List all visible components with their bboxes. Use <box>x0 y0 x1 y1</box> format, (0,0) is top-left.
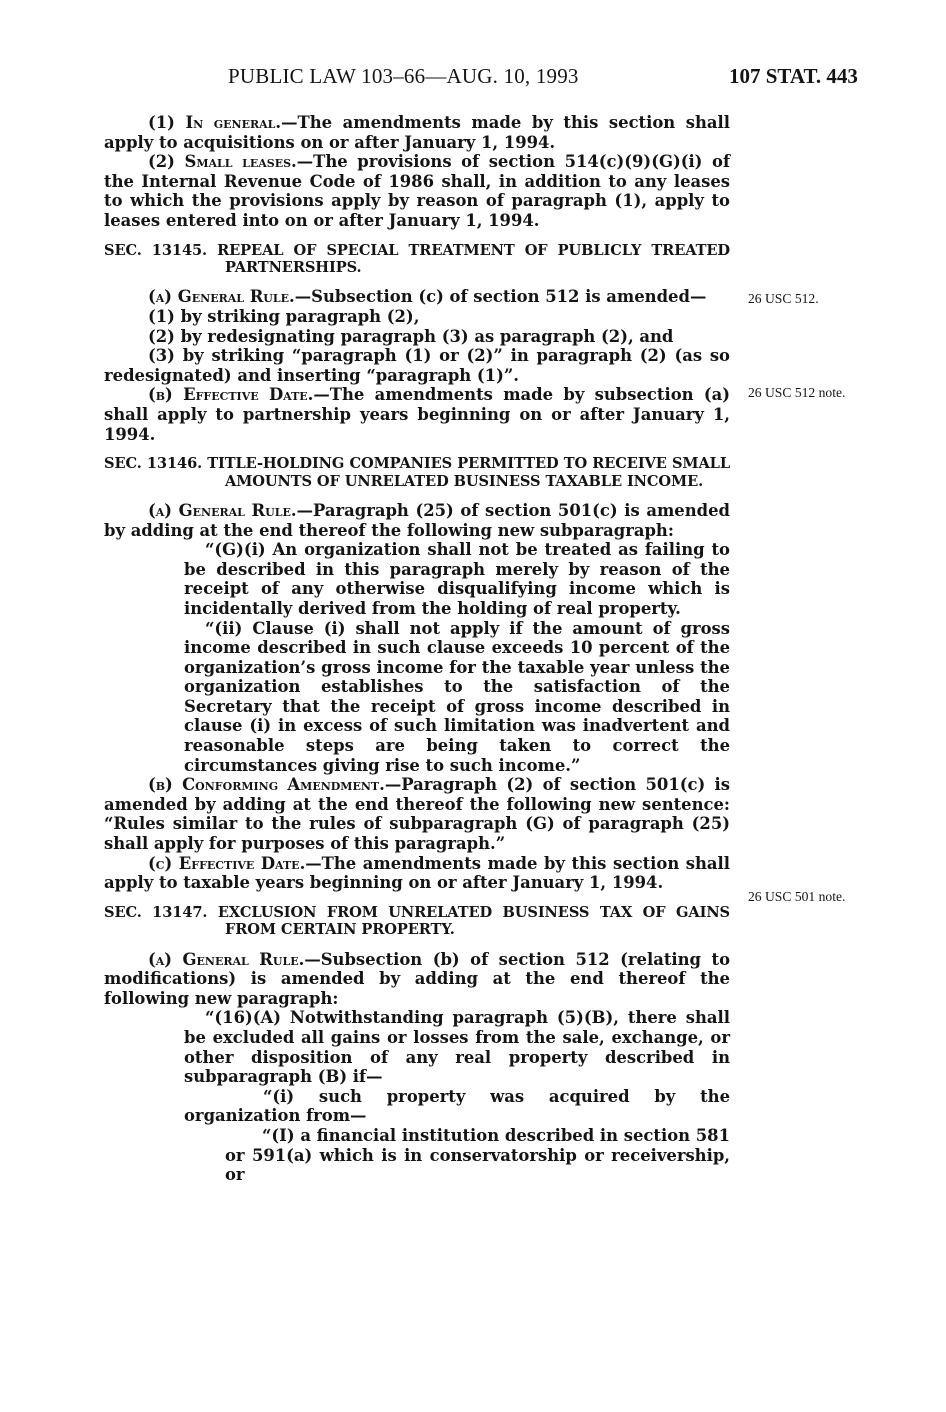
paragraph-in-general <box>104 113 730 152</box>
statute-body <box>104 113 730 1185</box>
item-13145-a-1: (1) by striking paragraph (2), <box>148 306 420 326</box>
subsection-13145-a <box>104 287 730 307</box>
subsection-heading: (a) General Rule. <box>148 500 297 520</box>
section-heading-13145: SEC. 13145. REPEAL OF SPECIAL TREATMENT OF PUBLICLY TREATED PARTNERSHIPS. <box>104 241 730 276</box>
subsection-text: —The amendments made by this section shall apply to taxable years beginning on or after January 1, 1994. <box>104 853 730 893</box>
running-head: PUBLIC LAW 103–66—AUG. 10, 1993 <box>228 64 579 88</box>
subsection-text: —Paragraph (2) of section 501(c) is amended by adding at the end thereof the following new sentence: “Rules similar to the rules of subparagraph (G) of paragraph (25) shall apply for purposes of this paragraph.” <box>104 775 730 854</box>
margin-note-usc-501-note: 26 USC 501 note. <box>748 889 846 904</box>
paragraph-heading: (1) In general. <box>148 113 282 132</box>
subsection-text: —Subsection (c) of section 512 is amended— <box>294 287 707 307</box>
subsection-heading: (a) General Rule. <box>148 287 295 307</box>
quoted-clause-g-i: “(G)(i) An organization shall not be treated as failing to be described in this paragraph merely by reason of the receipt of any otherwise disqualifying income which is incidentally derived from the holding of real property. <box>184 540 730 618</box>
subsection-heading: (c) Effective Date. <box>148 853 306 873</box>
section-heading-13146: SEC. 13146. TITLE-HOLDING COMPANIES PERMITTED TO RECEIVE SMALL AMOUNTS OF UNRELATED BUSINESS TAXABLE INCOME. <box>104 455 730 490</box>
item-13145-a-2: (2) by redesignating paragraph (3) as paragraph (2), and <box>148 326 674 346</box>
quoted-clause-16-a-i: “(i) such property was acquired by the organization from— <box>184 1086 730 1126</box>
paragraph-text: —The amendments made by this section shall apply to acquisitions on or after January 1, 1994. <box>104 113 730 152</box>
margin-note-usc-512-note: 26 USC 512 note. <box>748 385 846 400</box>
margin-note-usc-512: 26 USC 512. <box>748 291 819 306</box>
quoted-subclause-16-a-i-I: “(I) a financial institution described in section 581 or 591(a) which is in conservatorship or receivership, or <box>225 1125 730 1185</box>
paragraph-text: —The provisions of section 514(c)(9)(G)(i) of the Internal Revenue Code of 1986 shall, in addition to any leases to which the provisions apply by reason of paragraph (1), apply to leases entered into on or after January 1, 1994. <box>104 152 730 230</box>
paragraph-small-leases <box>104 152 730 230</box>
item-13145-a-3: (3) by striking “paragraph (1) or (2)” in paragraph (2) (as so redesignated) and inserting “paragraph (1)”. <box>104 346 730 385</box>
subsection-text: —Paragraph (25) of section 501(c) is amended by adding at the end thereof the following new subparagraph: <box>104 500 730 540</box>
subsection-text: —Subsection (b) of section 512 (relating to modifications) is amended by adding at the end thereof the following new paragraph: <box>104 949 731 1008</box>
subsection-13146-c <box>104 854 730 893</box>
subsection-heading: (a) General Rule. <box>148 949 305 969</box>
subsection-13147-a <box>104 950 730 1009</box>
quoted-clause-g-ii: “(ii) Clause (i) shall not apply if the amount of gross income described in such clause exceeds 10 percent of the organization’s gross income for the taxable year unless the organization establishes to the satisfaction of the Secretary that the receipt of gross income described in clause (i) in excess of such limitation was inadvertent and reasonable steps are being taken to correct the circumstances giving rise to such income.” <box>184 618 730 775</box>
quoted-paragraph-16-a: “(16)(A) Notwithstanding paragraph (5)(B), there shall be excluded all gains or losses from the sale, exchange, or other disposition of any real property described in subparagraph (B) if— <box>184 1008 730 1087</box>
subsection-heading: (b) Effective Date. <box>148 385 314 405</box>
subsection-text: —The amendments made by subsection (a) shall apply to partnership years beginning on or after January 1, 1994. <box>104 385 730 444</box>
paragraph-heading: (2) Small leases. <box>148 152 297 172</box>
page-header <box>0 64 946 94</box>
stat-citation: 107 STAT. 443 <box>729 64 858 88</box>
subsection-heading: (b) Conforming Amendment. <box>148 775 385 795</box>
subsection-13146-b <box>104 775 730 853</box>
section-heading-13147: SEC. 13147. EXCLUSION FROM UNRELATED BUSINESS TAX OF GAINS FROM CERTAIN PROPERTY. <box>104 903 730 939</box>
subsection-13145-b <box>104 385 730 444</box>
subsection-13146-a <box>104 501 730 540</box>
